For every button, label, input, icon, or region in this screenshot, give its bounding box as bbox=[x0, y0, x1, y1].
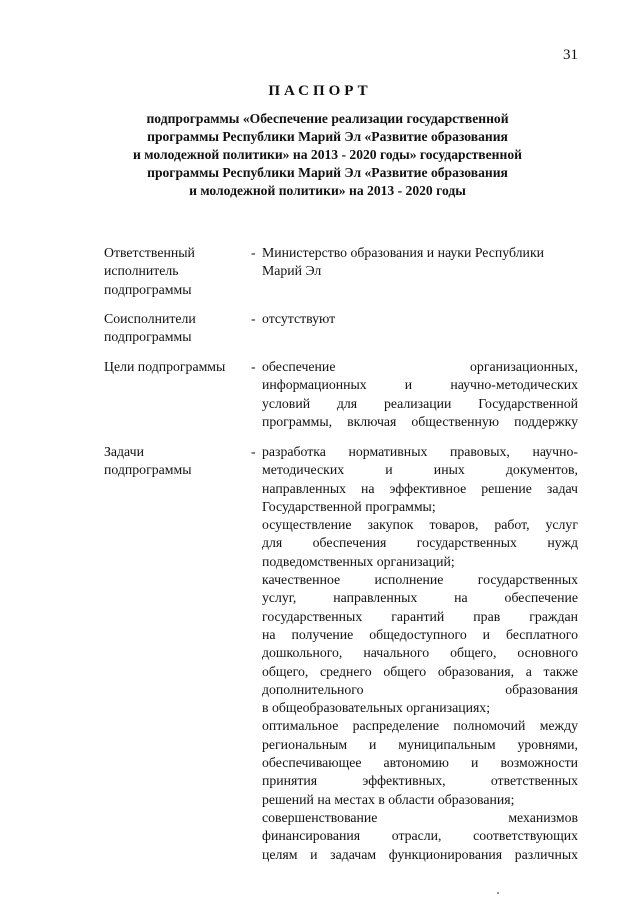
row-content-line: методических и иных документов, bbox=[262, 462, 578, 478]
row-content-line: государственных гарантий прав граждан bbox=[262, 608, 578, 624]
page-title: ПАСПОРТ bbox=[268, 83, 372, 99]
row-content-line: подведомственных организаций; bbox=[262, 553, 455, 569]
row-content-line: Государственной программы; bbox=[262, 498, 436, 514]
row-content-line: на получение общедоступного и бесплатного bbox=[262, 626, 578, 642]
row-label-line: Задачи bbox=[104, 444, 144, 459]
row-dash: - bbox=[251, 245, 256, 260]
subtitle-line: программы Республики Марий Эл «Развитие образования bbox=[147, 129, 508, 144]
row-label-line: Соисполнители bbox=[104, 311, 196, 326]
row-label-line: подпрограммы bbox=[104, 281, 192, 297]
row-content-line: программы, включая общественную поддержку bbox=[262, 413, 578, 429]
row-label bbox=[104, 244, 242, 299]
row-label-line: подпрограммы bbox=[104, 462, 192, 478]
row-content-line: оптимальное распределение полномочий между bbox=[262, 718, 578, 734]
subtitle-line: и молодежной политики» на 2013 - 2020 годы» государственной bbox=[133, 147, 522, 162]
row-dash: - bbox=[251, 311, 256, 326]
row-content bbox=[262, 244, 578, 281]
row-content-line: дошкольного, начального общего, основного bbox=[262, 645, 578, 661]
subtitle-line: подпрограммы «Обеспечение реализации государственной bbox=[146, 111, 509, 126]
row-content-line: в общеобразовательных организациях; bbox=[262, 700, 491, 716]
row-content-line: общего, среднего общего образования, а также bbox=[262, 663, 578, 679]
row-content bbox=[262, 310, 578, 328]
row-dash: - bbox=[251, 444, 256, 459]
row-content-line: информационных и научно-методических bbox=[262, 377, 578, 393]
row-content-line: решений на местах в области образования; bbox=[262, 791, 515, 807]
row-label-line: подпрограммы bbox=[104, 329, 192, 345]
subtitle bbox=[95, 110, 560, 200]
scan-dot bbox=[497, 892, 499, 894]
subtitle-line: и молодежной политики» на 2013 - 2020 годы bbox=[189, 183, 466, 198]
row-label bbox=[104, 310, 242, 347]
row-content-line: осуществление закупок товаров, работ, услуг bbox=[262, 517, 578, 533]
row-content bbox=[262, 443, 578, 864]
row-content-line: для обеспечения государственных нужд bbox=[262, 535, 578, 551]
row-label bbox=[104, 443, 242, 480]
row-content-line: обеспечение организационных, bbox=[262, 359, 578, 374]
row-content-line: целям и задачам функционирования различных bbox=[262, 846, 578, 862]
row-dash: - bbox=[251, 359, 256, 374]
row-content bbox=[262, 358, 578, 431]
row-content-line: принятия эффективных, ответственных bbox=[262, 773, 578, 789]
row-content-line: качественное исполнение государственных bbox=[262, 572, 578, 588]
row-content-line: направленных на эффективное решение задач bbox=[262, 480, 578, 496]
row-content-line: условий для реализации Государственной bbox=[262, 395, 578, 411]
row-content-line: обеспечивающее автономию и возможности bbox=[262, 755, 578, 771]
row-content-line: отсутствуют bbox=[262, 311, 336, 326]
row-content-line: совершенствование механизмов bbox=[262, 809, 578, 825]
row-content-line: Министерство образования и науки Республики bbox=[262, 245, 545, 260]
row-content-line: услуг, направленных на обеспечение bbox=[262, 590, 578, 606]
row-content-line: финансирования отрасли, соответствующих bbox=[262, 828, 578, 844]
row-content-line: дополнительного образования bbox=[262, 681, 578, 697]
row-content-line: региональным и муниципальным уровнями, bbox=[262, 736, 578, 752]
row-label-line: исполнитель bbox=[104, 263, 179, 279]
subtitle-line: программы Республики Марий Эл «Развитие образования bbox=[147, 165, 508, 180]
row-content-line: разработка нормативных правовых, научно- bbox=[262, 444, 578, 459]
row-label bbox=[104, 358, 242, 376]
row-label-line: Ответственный bbox=[104, 245, 195, 260]
page-number: 31 bbox=[563, 47, 578, 63]
row-label-line: Цели подпрограммы bbox=[104, 359, 226, 374]
row-content-line: Марий Эл bbox=[262, 263, 322, 279]
